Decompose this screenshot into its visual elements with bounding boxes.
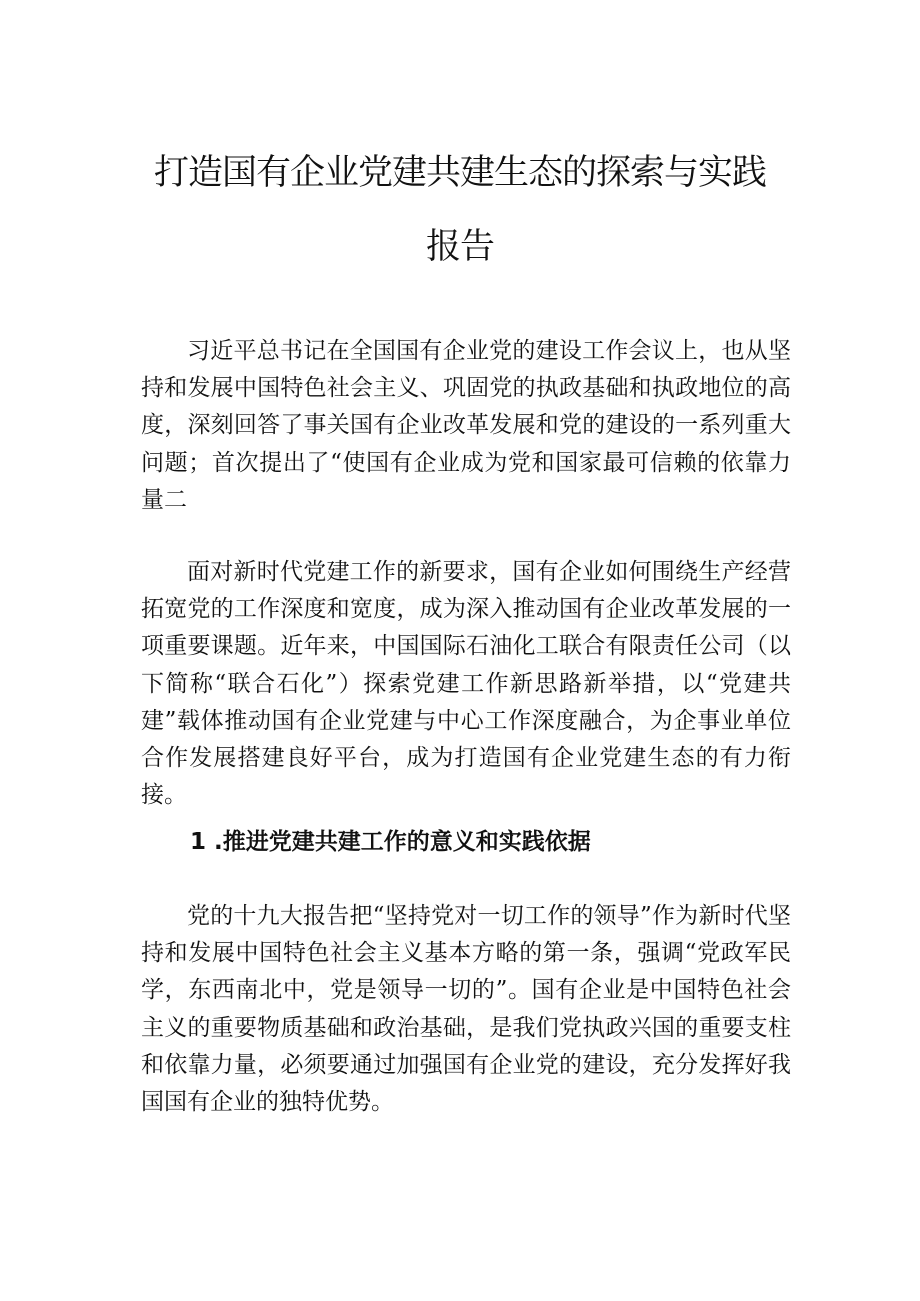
section-heading: 1 .推进党建共建工作的意义和实践依据 — [190, 829, 591, 855]
body-paragraph-1: 习近平总书记在全国国有企业党的建设工作会议上，也从坚持和发展中国特色社会主义、巩固党的执政基础和执政地位的高度，深刻回答了事关国有企业改革发展和党的建设的一系列重大问题；首次提出了“使国有企业成为党和国家最可信赖的依靠力量二 — [141, 338, 791, 513]
body-paragraph-2: 面对新时代党建工作的新要求，国有企业如何围绕生产经营拓宽党的工作深度和宽度，成为深入推动国有企业改革发展的一项重要课题。近年来，中国国际石油化工联合有限责任公司（以下简称“联合石化”）探索党建工作新思路新举措，以“党建共建”载体推动国有企业党建与中心工作深度融合，为企事业单位合作发展搭建良好平台，成为打造国有企业党建生态的有力衔接。 — [141, 559, 791, 809]
body-paragraph-3: 党的十九大报告把“坚持党对一切工作的领导”作为新时代坚持和发展中国特色社会主义基本方略的第一条，强调“党政军民学，东西南北中，党是领导一切的”。国有企业是中国特色社会主义的重要物质基础和政治基础，是我们党执政兴国的重要支柱和依靠力量，必须要通过加强国有企业党的建设，充分发挥好我国国有企业的独特优势。 — [141, 903, 791, 1116]
document-title-line-2: 报告 — [425, 227, 494, 267]
document-title-line-1: 打造国有企业党建共建生态的探索与实践 — [153, 153, 766, 193]
